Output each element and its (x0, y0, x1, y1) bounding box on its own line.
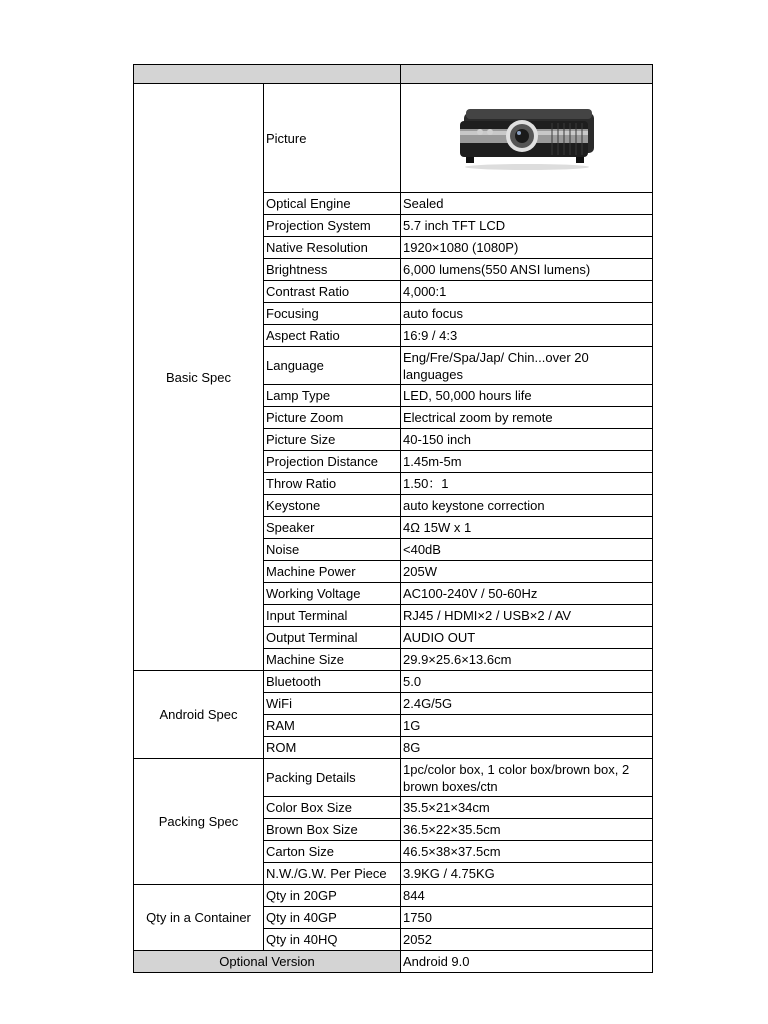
spec-label: Qty in 40GP (264, 907, 401, 929)
spec-value: 1750 (401, 907, 653, 929)
spec-label: Aspect Ratio (264, 325, 401, 347)
spec-label: Keystone (264, 495, 401, 517)
spec-label: Machine Power (264, 561, 401, 583)
spec-value: 5.7 inch TFT LCD (401, 215, 653, 237)
spec-label: Brightness (264, 259, 401, 281)
spec-value: 3.9KG / 4.75KG (401, 863, 653, 885)
group-packing-spec: Packing Spec (134, 759, 264, 885)
spec-value: 8G (401, 737, 653, 759)
spec-value: auto focus (401, 303, 653, 325)
picture-row (134, 84, 653, 193)
spec-value: 2.4G/5G (401, 693, 653, 715)
spec-label: Contrast Ratio (264, 281, 401, 303)
projector-image (452, 101, 602, 175)
spec-value: 1920×1080 (1080P) (401, 237, 653, 259)
spec-value: 205W (401, 561, 653, 583)
spec-value: 2052 (401, 929, 653, 951)
spec-label: Packing Details (264, 759, 401, 797)
spec-value: 844 (401, 885, 653, 907)
spec-label: Native Resolution (264, 237, 401, 259)
spec-value: 5.0 (401, 671, 653, 693)
spec-value: 46.5×38×37.5cm (401, 841, 653, 863)
spec-label: Throw Ratio (264, 473, 401, 495)
spec-table (133, 64, 653, 973)
spec-value: Sealed (401, 193, 653, 215)
spec-label: Language (264, 347, 401, 385)
footer-row (134, 951, 653, 973)
spec-value: AC100-240V / 50-60Hz (401, 583, 653, 605)
group-qty-in-container: Qty in a Container (134, 885, 264, 951)
spec-value: 1G (401, 715, 653, 737)
picture-label: Picture (264, 84, 401, 193)
spec-table-body (134, 65, 653, 973)
spec-value: auto keystone correction (401, 495, 653, 517)
optional-version-label: Optional Version (134, 951, 401, 973)
spec-value: 40-150 inch (401, 429, 653, 451)
spec-label: WiFi (264, 693, 401, 715)
spec-label: Color Box Size (264, 797, 401, 819)
table-row (134, 759, 653, 797)
spec-value: AUDIO OUT (401, 627, 653, 649)
table-row (134, 885, 653, 907)
spec-label: Speaker (264, 517, 401, 539)
optional-version-value: Android 9.0 (401, 951, 653, 973)
spec-value: 1pc/color box, 1 color box/brown box, 2 brown boxes/ctn (401, 759, 653, 797)
header-row (134, 65, 653, 84)
spec-value: Eng/Fre/Spa/Jap/ Chin...over 20 languages (401, 347, 653, 385)
header-right-cell (401, 65, 653, 84)
spec-label: Projection System (264, 215, 401, 237)
spec-label: RAM (264, 715, 401, 737)
spec-value: 4,000:1 (401, 281, 653, 303)
spec-value: RJ45 / HDMI×2 / USB×2 / AV (401, 605, 653, 627)
spec-label: Projection Distance (264, 451, 401, 473)
spec-value: 4Ω 15W x 1 (401, 517, 653, 539)
picture-cell (401, 84, 653, 193)
spec-value: 1.45m-5m (401, 451, 653, 473)
spec-label: Focusing (264, 303, 401, 325)
spec-label: Noise (264, 539, 401, 561)
spec-label: Carton Size (264, 841, 401, 863)
spec-label: Brown Box Size (264, 819, 401, 841)
spec-label: Lamp Type (264, 385, 401, 407)
spec-value: <40dB (401, 539, 653, 561)
spec-label: Optical Engine (264, 193, 401, 215)
table-row (134, 671, 653, 693)
spec-value: Electrical zoom by remote (401, 407, 653, 429)
spec-value: 6,000 lumens(550 ANSI lumens) (401, 259, 653, 281)
spec-label: Input Terminal (264, 605, 401, 627)
spec-label: Machine Size (264, 649, 401, 671)
group-android-spec: Android Spec (134, 671, 264, 759)
spec-value: 35.5×21×34cm (401, 797, 653, 819)
spec-label: N.W./G.W. Per Piece (264, 863, 401, 885)
spec-label: ROM (264, 737, 401, 759)
spec-value: 29.9×25.6×13.6cm (401, 649, 653, 671)
spec-label: Qty in 20GP (264, 885, 401, 907)
group-basic-spec: Basic Spec (134, 84, 264, 671)
spec-value: 16:9 / 4:3 (401, 325, 653, 347)
spec-label: Qty in 40HQ (264, 929, 401, 951)
spec-label: Output Terminal (264, 627, 401, 649)
spec-label: Bluetooth (264, 671, 401, 693)
header-left-cell (134, 65, 401, 84)
spec-label: Picture Size (264, 429, 401, 451)
spec-label: Picture Zoom (264, 407, 401, 429)
spec-value: 36.5×22×35.5cm (401, 819, 653, 841)
spec-label: Working Voltage (264, 583, 401, 605)
spec-value: LED, 50,000 hours life (401, 385, 653, 407)
spec-value: 1.50：1 (401, 473, 653, 495)
